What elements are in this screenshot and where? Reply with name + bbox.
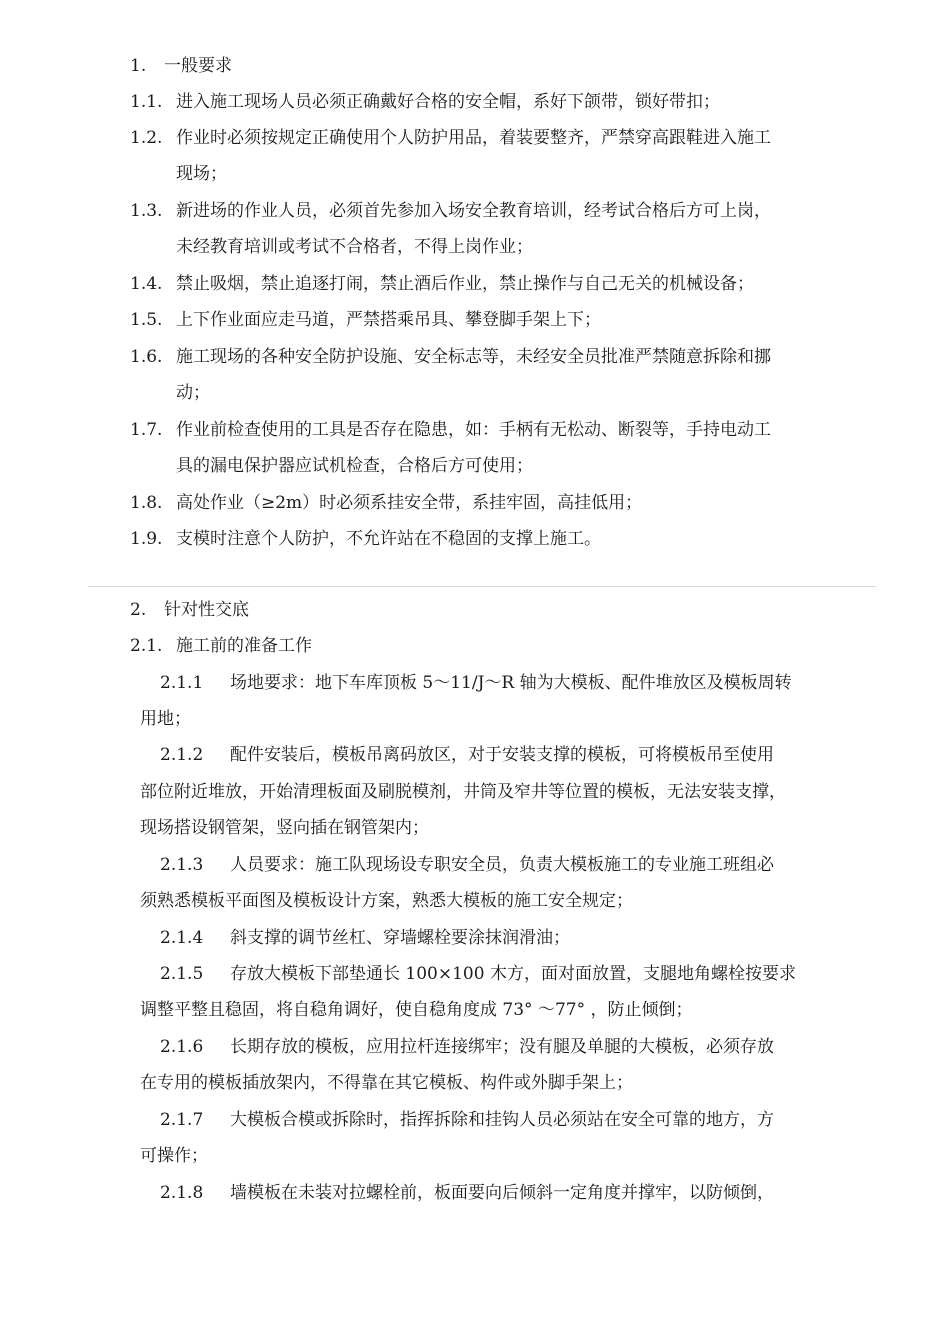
item-text: 作业时必须按规定正确使用个人防护用品，着装要整齐，严禁穿高跟鞋进入施工 xyxy=(176,128,771,148)
item-text: 支模时注意个人防护，不允许站在不稳固的支撑上施工。 xyxy=(176,529,601,549)
item-text: 动； xyxy=(176,383,210,403)
item-text: 存放大模板下部垫通长 100×100 木方，面对面放置，支腿地角螺栓按要求 xyxy=(230,964,796,984)
item-text: 现场搭设钢管架，竖向插在钢管架内； xyxy=(140,818,429,838)
item-text: 墙模板在未装对拉螺栓前，板面要向后倾斜一定角度并撑牢，以防倾倒， xyxy=(230,1183,774,1203)
item-text: 用地； xyxy=(140,709,191,729)
item-number: 1.8. xyxy=(130,493,163,513)
item-number: 2.1.2 xyxy=(160,745,204,765)
item-text: 高处作业（≥2m）时必须系挂安全带，系挂牢固，高挂低用； xyxy=(176,493,643,513)
item-text: 具的漏电保护器应试机检查，合格后方可使用； xyxy=(176,456,533,476)
item-number: 2.1.5 xyxy=(160,964,204,984)
item-text: 斜支撑的调节丝杠、穿墙螺栓要涂抹润滑油； xyxy=(230,928,570,948)
item-text: 调整平整且稳固，将自稳角调好，使自稳角度成 73° ～77° ，防止倾倒； xyxy=(140,1000,693,1020)
item-number: 2.1.6 xyxy=(160,1037,204,1057)
item-text: 部位附近堆放，开始清理板面及刷脱模剂，井筒及窄井等位置的模板，无法安装支撑， xyxy=(140,782,786,802)
item-number: 2.1.8 xyxy=(160,1183,204,1203)
item-number: 2.1.7 xyxy=(160,1110,204,1130)
item-text: 在专用的模板插放架内，不得靠在其它模板、构件或外脚手架上； xyxy=(140,1073,633,1093)
item-number: 1.6. xyxy=(130,347,163,367)
item-text: 作业前检查使用的工具是否存在隐患，如：手柄有无松动、断裂等，手持电动工 xyxy=(176,420,771,440)
item-text: 进入施工现场人员必须正确戴好合格的安全帽，系好下颌带，锁好带扣； xyxy=(176,92,720,112)
item-number: 1.7. xyxy=(130,420,163,440)
item-text: 须熟悉模板平面图及模板设计方案，熟悉大模板的施工安全规定； xyxy=(140,891,633,911)
subsection-title: 施工前的准备工作 xyxy=(176,636,312,656)
item-text: 场地要求：地下车库顶板 5～11/J～R 轴为大模板、配件堆放区及模板周转 xyxy=(230,673,792,693)
section-divider xyxy=(88,586,876,587)
item-number: 1.4. xyxy=(130,274,163,294)
item-text: 新进场的作业人员，必须首先参加入场安全教育培训，经考试合格后方可上岗， xyxy=(176,201,771,221)
item-text: 未经教育培训或考试不合格者，不得上岗作业； xyxy=(176,237,533,257)
item-text: 禁止吸烟，禁止追逐打闹，禁止酒后作业，禁止操作与自己无关的机械设备； xyxy=(176,274,754,294)
section-number: 1. xyxy=(130,56,147,76)
item-number: 1.2. xyxy=(130,128,163,148)
section-number: 2. xyxy=(130,600,147,620)
item-text: 现场； xyxy=(176,164,227,184)
item-text: 长期存放的模板，应用拉杆连接绑牢；没有腿及单腿的大模板，必须存放 xyxy=(230,1037,774,1057)
item-number: 1.5. xyxy=(130,310,163,330)
item-text: 上下作业面应走马道，严禁搭乘吊具、攀登脚手架上下； xyxy=(176,310,601,330)
subsection-number: 2.1. xyxy=(130,636,163,656)
item-number: 1.9. xyxy=(130,529,163,549)
item-number: 2.1.3 xyxy=(160,855,204,875)
section-title: 一般要求 xyxy=(164,56,232,76)
item-number: 1.3. xyxy=(130,201,163,221)
section-title: 针对性交底 xyxy=(164,600,249,620)
item-number: 2.1.4 xyxy=(160,928,204,948)
item-text: 可操作； xyxy=(140,1146,208,1166)
item-number: 1.1. xyxy=(130,92,163,112)
item-text: 人员要求：施工队现场设专职安全员，负责大模板施工的专业施工班组必 xyxy=(230,855,774,875)
item-number: 2.1.1 xyxy=(160,673,204,693)
item-text: 大模板合模或拆除时，指挥拆除和挂钩人员必须站在安全可靠的地方，方 xyxy=(230,1110,774,1130)
item-text: 配件安装后，模板吊离码放区，对于安装支撑的模板，可将模板吊至使用 xyxy=(230,745,774,765)
item-text: 施工现场的各种安全防护设施、安全标志等，未经安全员批准严禁随意拆除和挪 xyxy=(176,347,771,367)
